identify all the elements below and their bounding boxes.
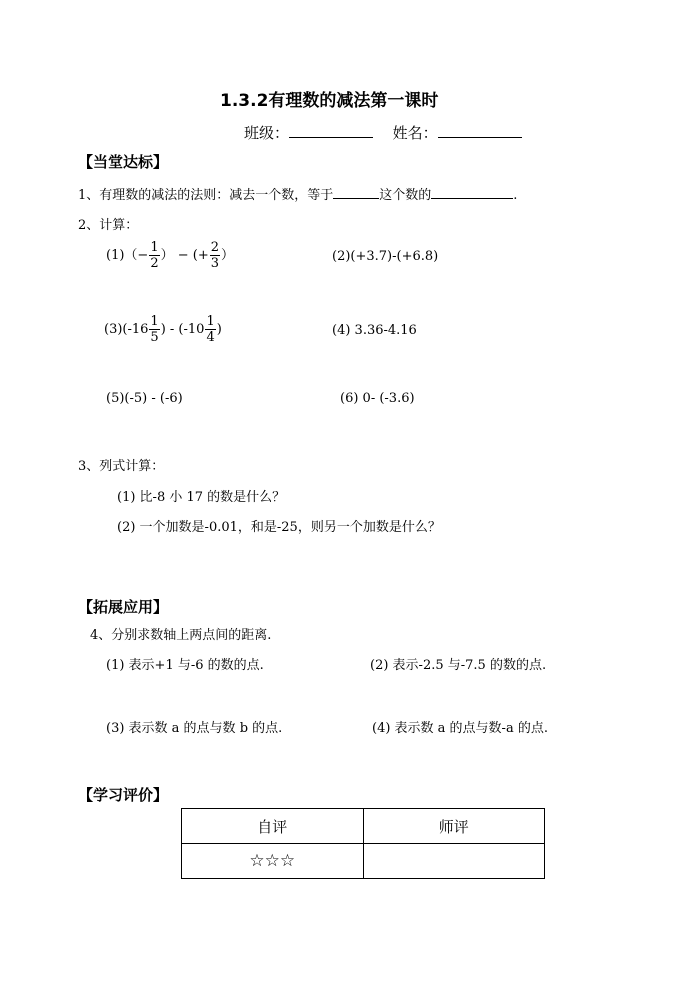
q1-text-c: .	[513, 188, 518, 203]
problem-5: (5)(-5) - (-6)	[106, 391, 183, 406]
p1-text-a: (1)（−	[106, 248, 149, 263]
student-info	[244, 122, 522, 143]
fraction-3	[149, 314, 159, 345]
page-title: 1.3.2有理数的减法第一课时	[220, 91, 439, 111]
table-row	[182, 844, 545, 879]
q1-text-b: 这个数的	[379, 188, 432, 203]
fraction-numerator: 1	[206, 314, 215, 329]
problem-6: (6) 0- (-3.6)	[340, 391, 415, 406]
section-heading-3: 【学习评价】	[78, 786, 169, 804]
q1-blank-2[interactable]	[431, 186, 513, 199]
self-eval-stars[interactable]: ☆☆☆	[182, 844, 364, 879]
section-heading-1: 【当堂达标】	[78, 153, 169, 171]
fraction-denominator: 2	[150, 256, 159, 271]
fraction-1	[149, 240, 159, 271]
p1-text-b: ） − (+	[160, 248, 209, 263]
problem-2: (2)(+3.7)-(+6.8)	[332, 249, 439, 264]
q1-text-a: 1、有理数的减法的法则：减去一个数，等于	[78, 188, 334, 203]
question-3: 3、列式计算：	[78, 459, 165, 474]
q1-blank-1[interactable]	[333, 186, 379, 199]
fraction-numerator: 2	[210, 240, 219, 255]
problem-1	[106, 240, 234, 271]
p3-text-c: )	[216, 322, 222, 337]
table-row	[182, 809, 545, 844]
problem-4: (4) 3.36-4.16	[332, 323, 417, 338]
question-3-part-1: (1) 比-8 小 17 的数是什么？	[117, 490, 286, 505]
teacher-eval-cell[interactable]	[363, 844, 545, 879]
question-4-part-4: (4) 表示数 a 的点与数-a 的点.	[372, 721, 548, 736]
p1-text-c: ）	[221, 248, 235, 263]
problem-3	[104, 314, 222, 345]
class-blank[interactable]	[289, 125, 373, 138]
fraction-denominator: 3	[210, 256, 219, 271]
teacher-eval-header: 师评	[363, 809, 545, 844]
p3-text-b: ) - (-10	[160, 322, 205, 337]
p3-text-a: (3)(-16	[104, 322, 149, 337]
fraction-numerator: 1	[150, 240, 159, 255]
question-4-part-2: (2) 表示-2.5 与-7.5 的数的点.	[370, 658, 547, 673]
question-4-part-1: (1) 表示+1 与-6 的数的点.	[106, 658, 264, 673]
fraction-4	[205, 314, 215, 345]
question-2: 2、计算：	[78, 218, 139, 233]
section-heading-2: 【拓展应用】	[78, 598, 169, 616]
name-label: 姓名：	[392, 124, 438, 142]
question-4-part-3: (3) 表示数 a 的点与数 b 的点.	[106, 721, 283, 736]
fraction-numerator: 1	[150, 314, 159, 329]
question-1	[78, 184, 517, 203]
evaluation-table	[181, 808, 545, 879]
question-3-part-2: (2) 一个加数是-0.01，和是-25，则另一个加数是什么？	[117, 520, 441, 535]
question-4: 4、分别求数轴上两点间的距离.	[90, 628, 272, 643]
fraction-denominator: 5	[150, 330, 159, 345]
fraction-2	[210, 240, 220, 271]
name-blank[interactable]	[438, 125, 522, 138]
class-label: 班级：	[244, 124, 290, 142]
self-eval-header: 自评	[182, 809, 364, 844]
fraction-denominator: 4	[206, 330, 215, 345]
